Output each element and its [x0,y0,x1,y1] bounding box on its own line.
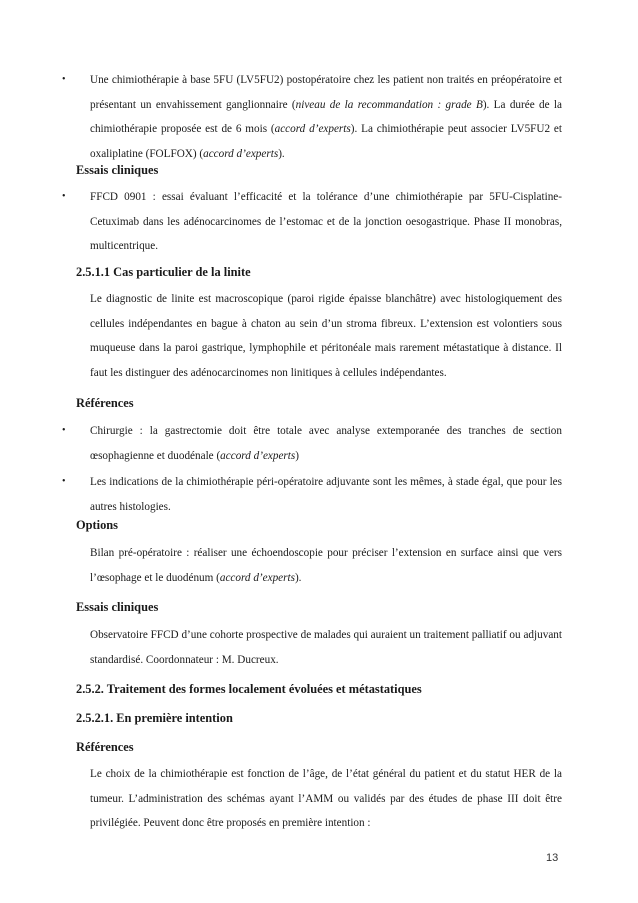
paragraph: Bilan pré-opératoire : réaliser une échoendoscopie pour préciser l’extension en surface ainsi que vers l’œsophage et le duodénum (accord d’experts). [90,547,562,584]
bullet-text: Chirurgie : la gastrectomie doit être totale avec analyse extemporanée des tranches de section œsophagienne et duodénale (accord d’experts) [90,425,562,462]
bullet-text: FFCD 0901 : essai évaluant l’efficacité et la tolérance d’une chimiothérapie par 5FU-Cisplatine- Cetuximab dans les adénocarcinomes de l’estomac et de la jonction oesogastrique. Phase II monobras, multicentrique. [90,191,562,253]
paragraph: Le choix de la chimiothérapie est fonction de l’âge, de l’état général du patient et du statut HER de la tumeur. L’administration des schémas ayant l’AMM ou validés par des études de phase III doit être privilégiée. Peuvent donc être proposés en première intention : [90,768,562,830]
bullet-icon: • [62,476,66,487]
bullet-text: Les indications de la chimiothérapie péri-opératoire adjuvante sont les mêmes, à stade égal, que pour les autres histologies. [90,476,562,513]
paragraph: Le diagnostic de linite est macroscopique (paroi rigide épaisse blanchâtre) avec histologiquement des cellules indépendantes en bague à chaton au sein d’un stroma fibreux. L’extension est volontiers sous muqueuse dans la paroi gastrique, lymphophile et péritonéale mais rarement métastatique à distance. Il faut les distinguer des adénocarcinomes non linitiques à cellules indépendantes. [90,293,562,379]
bullet-text: Une chimiothérapie à base 5FU (LV5FU2) postopératoire chez les patient non traités en préopératoire et présentant un envahissement ganglionnaire (niveau de la recommandation : grade B). La durée de la chimiothérapie proposée est de 6 mois (accord d’experts). La chimiothérapie peut associer LV5FU2 et oxaliplatine (FOLFOX) (accord d’experts). [90,74,562,160]
section-heading: 2.5.2.1. En première intention [76,711,233,725]
bullet-icon: • [62,191,66,202]
section-heading: Essais cliniques [76,163,159,177]
section-heading: Options [76,518,119,532]
bullet-item [62,419,562,468]
bullet-item [62,470,562,519]
bullet-icon: • [62,425,66,436]
bullet-item [62,68,562,166]
section-heading: 2.5.1.1 Cas particulier de la linite [76,265,251,279]
bullet-item [62,185,562,259]
bullet-icon: • [62,74,66,85]
section-heading: Références [76,740,134,754]
paragraph: Observatoire FFCD d’une cohorte prospective de malades qui auraient un traitement palliatif ou adjuvant standardisé. Coordonnateur : M. Ducreux. [90,629,562,666]
page-number: 13 [546,852,559,864]
section-heading: 2.5.2. Traitement des formes localement évoluées et métastatiques [76,682,422,696]
section-heading: Essais cliniques [76,600,159,614]
section-heading: Références [76,396,134,410]
